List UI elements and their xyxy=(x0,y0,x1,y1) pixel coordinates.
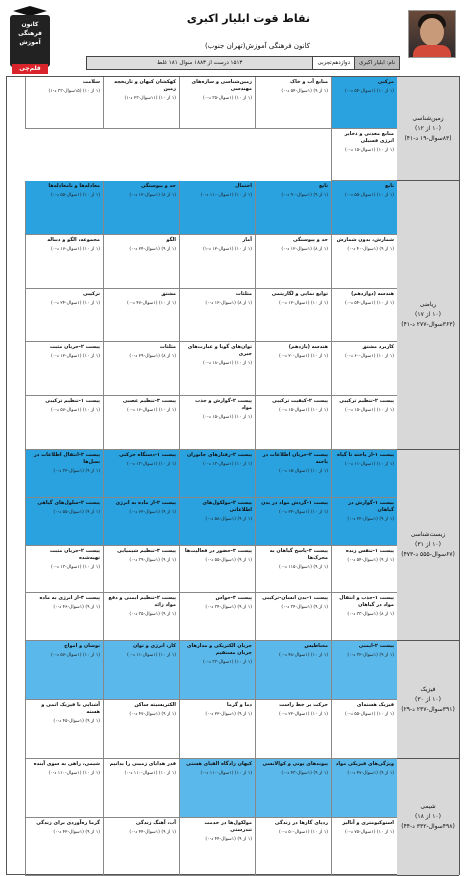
strength-cell xyxy=(103,641,179,700)
topic-score: (۱ از ۱۰) (۱سوال-۱۸ د-۰) xyxy=(183,360,252,367)
lesson-2 xyxy=(397,181,459,450)
lesson-stats: (۱۰ از ۱۸) (۴۹۸سوال-۳۳۲ د-۴۴) xyxy=(399,812,457,832)
lesson-stats: (۱۰ از ۳۰) (۳۹۱سوال-۲۳۷ د-۲۹) xyxy=(399,695,457,715)
topic-title: کیهان زادگاه الفبای هستی xyxy=(183,761,252,768)
lesson-name: زمین‌شناسی xyxy=(412,114,443,124)
topic-score: (۱ از ۱۰) (۱سوال-۱۱۰ د-۰) xyxy=(29,770,100,777)
topic-score: (۱ از ۱۰) (۱سوال-۱۲ د-۰) xyxy=(29,353,100,360)
topic-score: (۱ از ۹) (۱سوال-۳۲ د-۰) xyxy=(335,652,394,659)
strength-cell xyxy=(25,498,103,546)
topic-title: مثلثات xyxy=(183,291,252,298)
strength-cell xyxy=(25,759,103,818)
topic-title: کاربرد مشتق xyxy=(335,344,394,351)
strength-cell xyxy=(25,235,103,289)
strength-cell xyxy=(25,181,103,235)
student-grade: دوازدهم‌تجربی xyxy=(312,57,354,69)
topic-title: نوسان و امواج xyxy=(29,643,100,650)
kanoon-logo xyxy=(6,6,52,78)
topic-title: قدر هدایای زمینی را بدانیم xyxy=(107,761,176,768)
topic-title: پیست ۳-حضور در فعالیت‌ها xyxy=(183,548,252,555)
topic-score: (۱ از ۹) (۱سوال-۴۰ د-۰) xyxy=(335,246,394,253)
topic-score: (۱ از ۱۰) (۱سوال-۴۷ د-۰) xyxy=(107,300,176,307)
strength-cell xyxy=(25,289,103,343)
strength-cell xyxy=(103,498,179,546)
topic-title: حد و پیوستگی xyxy=(107,183,176,190)
topic-score: (۱ از ۹) (۱سوال-۵۴ د-۰) xyxy=(259,88,328,95)
topic-score: (۱ از ۱۰) (۱سوال-۴۸ د-۰) xyxy=(259,652,328,659)
strength-cell xyxy=(255,546,331,594)
topic-title: تابع xyxy=(259,183,328,190)
topic-title: ردپای گازها در زندگی xyxy=(259,820,328,827)
strength-cell xyxy=(179,593,255,641)
strength-cell xyxy=(331,700,397,759)
strength-cell xyxy=(103,77,179,129)
strength-cell xyxy=(255,342,331,396)
topic-title: استوکیومتری و آنالیز xyxy=(335,820,394,827)
topic-score: (۱ از ۹) (۱سوال-۴۳ د-۰) xyxy=(259,770,328,777)
strength-cell xyxy=(25,593,103,641)
topic-score: (۱ از ۹) (۱سوال-۶۲ د-۰) xyxy=(107,509,176,516)
strength-cell xyxy=(331,759,397,818)
institute-name: کانون فرهنگی آموزش(تهران جنوب) xyxy=(205,42,310,50)
topic-title: پیست ۲-از ماده به انرژی xyxy=(107,500,176,507)
topic-title: آب، آهنگ زندگی xyxy=(107,820,176,827)
logo-text: کانون فرهنگی آموزش xyxy=(12,20,48,47)
strength-cell xyxy=(331,396,397,450)
topic-score: (۱ از ۹) (۱سوال-۱۱۵ د-۰) xyxy=(259,564,328,571)
topic-score: (۱ از ۱۰) (۱۱سوال-۲۳ د-۱) xyxy=(107,95,176,102)
topic-score: (۱ از ۹) (۱سوال-۳۴ د-۰) xyxy=(183,604,252,611)
topic-score: (۱ از ۸) (۱سوال-۳۳ د-۰) xyxy=(335,611,394,618)
topic-title: پیست ۱-گردش مواد در بدن xyxy=(259,500,328,507)
strength-cell xyxy=(331,450,397,498)
strength-cell xyxy=(25,396,103,450)
strength-cell xyxy=(331,342,397,396)
strength-cell xyxy=(25,77,103,129)
topic-title: پیست ۲-ایمنی xyxy=(335,643,394,650)
topic-title: پیست ۱-دستگاه حرکتی xyxy=(107,452,176,459)
topic-score: (۱ از ۱۰) (۱سوال-۱۵ د-۰) xyxy=(183,414,252,421)
lesson-stats: (۱۰ از ۳۱) (۶۷سوال-۵۵۵ د-۴۷۳) xyxy=(399,540,457,560)
topic-title: فیزیک هسته‌ای xyxy=(335,702,394,709)
topic-score: (۱ از ۱۰) (۱سوال-۱۱۰ د-۰) xyxy=(183,192,252,199)
strength-cell xyxy=(255,77,331,129)
topic-score: (۱ از ۱۰) (۱سوال-۵۰ د-۰) xyxy=(259,829,328,836)
strength-cell xyxy=(25,818,103,876)
strength-cell xyxy=(25,700,103,759)
student-info-bar xyxy=(86,56,400,70)
strength-cell xyxy=(25,641,103,700)
topic-score: (۱ از ۹) (۱سوال-۹۰ د-۰) xyxy=(259,192,328,199)
topic-score: (۱ از ۹) (۱سوال-۲۴ د-۰) xyxy=(107,246,176,253)
strength-cell xyxy=(103,700,179,759)
strength-cell xyxy=(179,181,255,235)
topic-score: (۱ از ۹) (۱سوال-۳۴ د-۰) xyxy=(259,604,328,611)
topic-title: جریان الکتریکی و مدارهای جریان مستقیم xyxy=(183,643,252,657)
strength-cell xyxy=(331,289,397,343)
topic-score: (۱ از ۱۰) (۱سوال-۶۰ د-۰) xyxy=(335,353,394,360)
topic-score: (۱ از ۹) (۱سوال-۴۲ د-۰) xyxy=(29,829,100,836)
topic-title: پیست ۲-کیفیت ترکیبی xyxy=(259,398,328,405)
topic-score: (۱ از ۱۰) (۱سوال-۳۳ د-۰) xyxy=(183,659,252,666)
topic-score: (۱ از ۱۰) (۱سوال-۱۱ د-۰) xyxy=(107,652,176,659)
topic-score: (۱ از ۹) (۱سوال-۳۵ د-۰) xyxy=(107,611,176,618)
topic-title: احتمال xyxy=(183,183,252,190)
topic-title: ترکیبی xyxy=(29,291,100,298)
topic-title: معادله‌ها و نامعادله‌ها xyxy=(29,183,100,190)
strength-cell xyxy=(103,342,179,396)
strength-cell xyxy=(179,77,255,129)
topic-title: آشنایی با فیزیک اتمی و هسته xyxy=(29,702,100,716)
strength-cell xyxy=(179,289,255,343)
strength-cell xyxy=(103,818,179,876)
topic-title: پیست ۳-انتقال اطلاعات در نسل‌ها xyxy=(29,452,100,466)
topic-title: پیست ۱-جذب و انتقال مواد در گیاهان xyxy=(335,595,394,609)
topic-score: (۱ از ۱۰) (۱سوال-۵۴ د-۰) xyxy=(335,300,394,307)
topic-score: (۱ از ۱۰) (۱سوال-۵۴ د-۰) xyxy=(335,88,394,95)
topic-title: منابع آب و خاک xyxy=(259,79,328,86)
strength-cell xyxy=(103,593,179,641)
topic-title: زمین‌شناسی و سازه‌های مهندسی xyxy=(183,79,252,93)
topic-title: پیست ۱-گوارش در گیاهان xyxy=(335,500,394,514)
strength-cell xyxy=(331,546,397,594)
strength-cell xyxy=(179,546,255,594)
strength-cell xyxy=(179,700,255,759)
strength-cell xyxy=(255,289,331,343)
topic-score: (۱ از ۹) (۱سوال-۵۵ د-۰) xyxy=(29,509,100,516)
topic-score: (۱ از ۱۰) (۱سوال-۱۲ د-۱) xyxy=(183,246,252,253)
topic-title: پیست ۳-تنظیم شیمیایی xyxy=(107,548,176,555)
topic-title: ویژگی‌های فیزیکی مواد xyxy=(335,761,394,768)
topic-score: (۱ از ۱۰) (۱سوال-۱۳ د-۰) xyxy=(183,461,252,468)
topic-title: کهکشان کیهان و تاریخچه زمین xyxy=(107,79,176,93)
strength-cell xyxy=(255,759,331,818)
strength-cell xyxy=(25,450,103,498)
topic-title: پیست ۱-تنفس زنده xyxy=(335,548,394,555)
strength-cell xyxy=(179,235,255,289)
topic-score: (۱ از ۱۰) (۱سوال-۱۵ د-۰) xyxy=(259,407,328,414)
logo-brand: قلم‌چی xyxy=(12,64,48,74)
lesson-name: زیست‌شناسی xyxy=(411,530,446,540)
topic-title: پیست ۲-تنظیم ترکیبی xyxy=(335,398,394,405)
topic-title: شیمی، راهی به سوی آینده xyxy=(29,761,100,768)
topic-title: شمارش، بدون شمارش xyxy=(335,237,394,244)
topic-score: (۱ از ۱۰) (۱سوال-۱۲ د-۰) xyxy=(259,300,328,307)
topic-score: (۱ از ۹) (۱سوال-۴۴ د-۰) xyxy=(107,829,176,836)
topic-score: (۱ از ۹) (۱سوال-۴۵ د-۰) xyxy=(29,718,100,725)
topic-title: پیست ۳-از انرژی به ماده xyxy=(29,595,100,602)
topic-score: (۱ از ۱۰) (۱سوال-۱۵ د-۰) xyxy=(335,407,394,414)
topic-score: (۱ از ۱۰) (۱۵سوال-۳۳ د-۱) xyxy=(29,88,100,95)
topic-title: پیست ۳-پاسخ گیاهان به محرک‌ها xyxy=(259,548,328,562)
topic-title: سلامت xyxy=(29,79,100,86)
topic-score: (۱ از ۱۰) (۱سوال-۲۴ د-۰) xyxy=(259,509,328,516)
topic-score: (۱ از ۹) (۱سوال-۲۲ د-۰) xyxy=(183,711,252,718)
strength-cell xyxy=(331,77,397,129)
topic-title: مشتق xyxy=(107,291,176,298)
topic-score: (۱ از ۸) (۱سوال-۱۲ د-۰) xyxy=(259,246,328,253)
topic-score: (۱ از ۱۰) (۱سوال-۵۵ د-۰) xyxy=(29,192,100,199)
topic-title: تابع xyxy=(335,183,394,190)
topic-score: (۱ از ۹) (۱سوال-۳۲ د-۰) xyxy=(29,468,100,475)
strength-cell xyxy=(179,450,255,498)
topic-title: دما و گرما xyxy=(183,702,252,709)
strength-cell xyxy=(179,342,255,396)
strength-cell xyxy=(179,396,255,450)
strength-cell xyxy=(103,289,179,343)
topic-score: (۱ از ۱۰) (۱سوال-۲۴ د-۰) xyxy=(29,300,100,307)
topic-score: (۱ از ۱۰) (۱سوال-۷۵ د-۰) xyxy=(335,829,394,836)
topic-title: الگو xyxy=(107,237,176,244)
topic-score: (۱ از ۱۰) (۱سوال-۵۵ د-۰) xyxy=(335,192,394,199)
student-name: نام: ابلیار اکبری xyxy=(354,57,399,69)
topic-title: پیست ۲-جریان مثبت xyxy=(29,344,100,351)
lesson-name: ریاضی xyxy=(420,300,437,310)
topic-score: (۱ از ۱۰) (۱سوال-۲۲ د-۰) xyxy=(259,711,328,718)
strength-cell xyxy=(255,818,331,876)
score-summary: ۱۵۱۳ درست از ۱۸۸۳ سوال ۱۸۱ غلط xyxy=(87,57,312,69)
topic-score: (۱ از ۱۰) (۱سوال-۱۱۰ د-۰) xyxy=(107,770,176,777)
topic-title: مرکبی xyxy=(335,79,394,86)
lesson-3 xyxy=(397,450,459,641)
topic-title: الکتریسیته ساکن xyxy=(107,702,176,709)
topic-score: (۱ از ۱۰) (۱سوال-۱۱۰ د-۰) xyxy=(183,770,252,777)
strength-cell xyxy=(255,235,331,289)
topic-score: (۱ از ۱۰) (۱سوال-۱۵ د-۰) xyxy=(259,468,328,475)
topic-title: مجموعه، الگو و دنباله xyxy=(29,237,100,244)
strength-cell xyxy=(103,235,179,289)
topic-score: (۱ از ۹) (۱سوال-۵۸ د-۰) xyxy=(183,516,252,523)
strength-cell xyxy=(331,129,397,181)
strength-cell xyxy=(331,818,397,876)
strength-cell xyxy=(103,450,179,498)
topic-score: (۱ از ۹) (۱سوال-۲۲ د-۰) xyxy=(335,516,394,523)
strength-cell xyxy=(103,759,179,818)
topic-score: (۱ از ۱۰) (۱سوال-۱۶ د-۰) xyxy=(107,407,176,414)
topic-title: پیست ۲-گوارش و جذب مواد xyxy=(183,398,252,412)
strength-cell xyxy=(255,450,331,498)
topic-title: پیست ۲-جریان مثبت تهیه‌شده xyxy=(29,548,100,562)
topic-title: مولکول‌ها در خدمت تندرستی xyxy=(183,820,252,834)
topic-score: (۱ از ۱۰) (۱سوال-۱۳ د-۰) xyxy=(29,564,100,571)
strength-cell xyxy=(331,181,397,235)
topic-title: پیست ۳-تنظیم عصبی xyxy=(107,398,176,405)
lesson-4 xyxy=(397,641,459,759)
strength-cell xyxy=(25,342,103,396)
strength-cell xyxy=(331,235,397,289)
topic-title: پیست ۱-تنظیم ترکیبی xyxy=(29,398,100,405)
topic-score: (۱ از ۱۰) (۱سوال-۵۷ د-۰) xyxy=(29,407,100,414)
strength-cell xyxy=(255,593,331,641)
topic-title: آمار xyxy=(183,237,252,244)
topic-title: کار، انرژی و توان xyxy=(107,643,176,650)
strength-cell xyxy=(103,396,179,450)
topic-title: پیست ۲-سلول‌های گیاهی xyxy=(29,500,100,507)
report-title: نقاط قوت ابلیار اکبری xyxy=(187,12,310,25)
topic-score: (۱ از ۸) (۱سوال-۱۲ د-۰) xyxy=(107,192,176,199)
strength-cell xyxy=(255,641,331,700)
topic-title: مثلثات xyxy=(107,344,176,351)
topic-score: (۱ از ۱۰) (۱سوال-۱۱ د-۰) xyxy=(335,461,394,468)
strength-cell xyxy=(103,546,179,594)
topic-title: پیست ۱-از یاخته تا گیاه xyxy=(335,452,394,459)
topic-score: (۱ از ۱۰) (۱سوال-۱۳ د-۰) xyxy=(107,461,176,468)
lesson-1 xyxy=(397,77,459,181)
strength-cell xyxy=(255,700,331,759)
topic-title: هندسه (یازدهم) xyxy=(259,344,328,351)
topic-score: (۱ از ۹) (۱سوال-۵۴ د-۰) xyxy=(335,557,394,564)
topic-score: (۱ از ۸) (۱سوال-۲۹ د-۰) xyxy=(107,353,176,360)
strength-cell xyxy=(179,818,255,876)
topic-title: گرما ره‌آوردی برای زندگی xyxy=(29,820,100,827)
topic-score: (۱ از ۱۰) (۱سوال-۳۵ د-۰) xyxy=(183,95,252,102)
topic-score: (۱ از ۹) (۱سوال-۴۴ د-۰) xyxy=(183,836,252,843)
strength-cell xyxy=(179,641,255,700)
topic-title: پیوندهای یونی و کوالانسی xyxy=(259,761,328,768)
strength-cell xyxy=(25,546,103,594)
topic-score: (۱ از ۸) (۱سوال-۱۲ د-۰) xyxy=(183,300,252,307)
topic-title: پیست ۲-رفتارهای جانوران xyxy=(183,452,252,459)
topic-title: منابع معدنی و ذخایر انرژی فسیلی xyxy=(335,131,394,145)
lesson-stats: (۱۰ از ۱۷) (۳۶۳سوال-۲۷۷ د-۴۱) xyxy=(399,310,457,330)
topic-score: (۱ از ۱۰) (۱سوال-۲۰ د-۰) xyxy=(259,353,328,360)
strength-cell xyxy=(331,641,397,700)
topic-title: توان‌های گویا و عبارت‌های جبری xyxy=(183,344,252,358)
topic-title: پیست ۲-تنظیم ایمنی و دفع مواد زائد xyxy=(107,595,176,609)
topic-score: (۱ از ۹) (۱سوال-۴۷ د-۰) xyxy=(335,770,394,777)
topic-title: حد و پیوستگی xyxy=(259,237,328,244)
strength-cell xyxy=(179,759,255,818)
strengths-grid xyxy=(6,76,460,875)
topic-title: پیست ۲-جریان اطلاعات در یاخته xyxy=(259,452,328,466)
topic-title: پیست ۲-مولکول‌های اطلاعاتی xyxy=(183,500,252,514)
topic-title: توابع نمایی و لگاریتمی xyxy=(259,291,328,298)
lesson-name: شیمی xyxy=(420,802,435,812)
strength-cell xyxy=(255,181,331,235)
topic-score: (۱ از ۱۰) (۱سوال-۵۵ د-۰) xyxy=(335,711,394,718)
topic-title: حرکت بر خط راست xyxy=(259,702,328,709)
lesson-5 xyxy=(397,759,459,876)
strength-cell xyxy=(331,498,397,546)
strength-cell xyxy=(255,498,331,546)
topic-title: مغناطیس xyxy=(259,643,328,650)
topic-score: (۱ از ۱۰) (۱سوال-۱۷ د-۰) xyxy=(29,246,100,253)
lesson-stats: (۱۰ از ۱۲) (۸۳سوال-۱۹ د-۴۱) xyxy=(399,124,457,144)
strength-cell xyxy=(255,396,331,450)
topic-title: هندسه (دوازدهم) xyxy=(335,291,394,298)
topic-score: (۱ از ۱۰) (۱سوال-۱۵ د-۰) xyxy=(335,147,394,154)
topic-score: (۱ از ۹) (۱سوال-۴۶ د-۰) xyxy=(29,604,100,611)
student-photo xyxy=(408,10,456,58)
strength-cell xyxy=(331,593,397,641)
topic-title: پیست ۱-بدن انسان-ترکیبی xyxy=(259,595,328,602)
lesson-name: فیزیک xyxy=(420,685,435,695)
topic-score: (۱ از ۹) (۱سوال-۳۹ د-۰) xyxy=(107,557,176,564)
strength-cell xyxy=(179,498,255,546)
topic-score: (۱ از ۹) (۱سوال-۴۷ د-۰) xyxy=(107,711,176,718)
topic-score: (۱ از ۱۰) (۱سوال-۵۷ د-۰) xyxy=(29,652,100,659)
topic-title: پیست ۳-حواس xyxy=(183,595,252,602)
topic-score: (۱ از ۹) (۱سوال-۵۵ د-۰) xyxy=(183,557,252,564)
strength-cell xyxy=(103,181,179,235)
